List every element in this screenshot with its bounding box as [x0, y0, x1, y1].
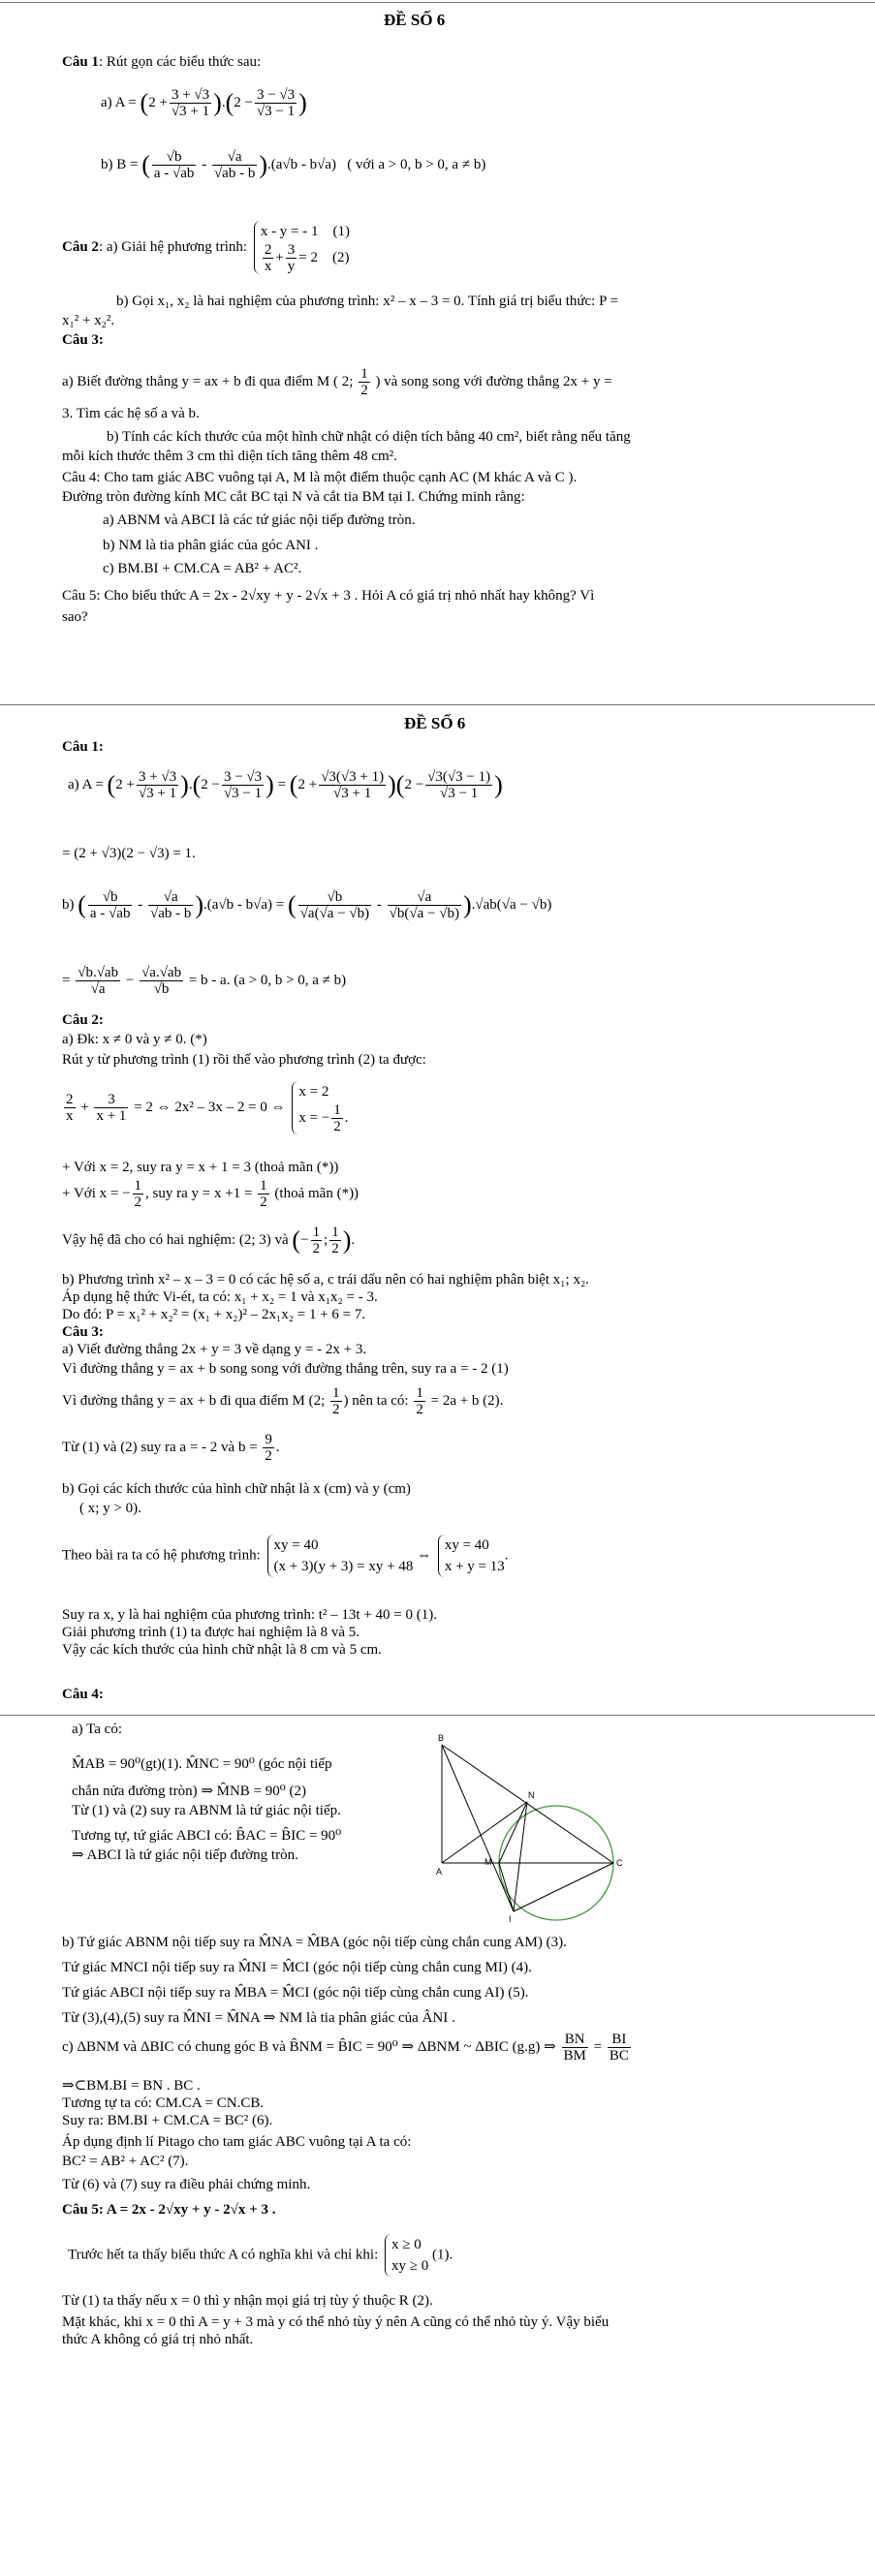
solution-2-conclusion: Vậy hệ đã cho có hai nghiệm: (2; 3) và (− $\frac{1}{2}$ ; $\frac{1}{2}$ ). — [62, 1225, 356, 1257]
solution-5-heading: Câu 5: A = 2x - 2√xy + y - 2√x + 3 . — [62, 2202, 276, 2218]
solution-2-heading: Câu 2: — [62, 1012, 104, 1028]
solution-3b-system: Theo bài ra ta có hệ phương trình: xy = 40 (x + 3)(y + 3) = xy + 48 ⇔ xy = 40 x + y = 13 . — [62, 1535, 509, 1577]
solution-4c-line5: Áp dụng định lí Pitago cho tam giác ABC vuông tại A ta có: — [62, 2134, 412, 2150]
solution-4a-line1: M̂AB = 90⁰(gt)(1). M̂NC = 90⁰ (góc nội tiếp — [72, 1756, 332, 1772]
question-2b-line1: b) Gọi x₁, x₂ là hai nghiệm của phương trình: x² – x – 3 = 0. Tính giá trị biểu thức: P = — [116, 294, 619, 309]
solution-3a-line1: a) Viết đường thẳng 2x + y = 3 về dạng y = - 2x + 3. — [62, 1342, 367, 1357]
question-4c: c) BM.BI + CM.CA = AB² + AC². — [103, 561, 302, 576]
solution-3b-line5: Vậy các kích thước của hình chữ nhật là 8 cm và 5 cm. — [62, 1642, 382, 1658]
solution-2-substitute: Rút y từ phương trình (1) rồi thế vào phương trình (2) ta được: — [62, 1052, 426, 1068]
question-5-line2: sao? — [62, 609, 88, 625]
solution-2b-line3: Do đó: P = x₁² + x₂² = (x₁ + x₂)² – 2x₁x₂ = 1 + 6 = 7. — [62, 1307, 366, 1322]
question-3a-line2: 3. Tìm các hệ số a và b. — [62, 406, 200, 421]
solution-3a-line4: Từ (1) và (2) suy ra a = - 2 và b = $\frac{9}{2}$ . — [62, 1432, 280, 1464]
question-3-heading: Câu 3: — [62, 332, 104, 348]
solution-4a-line3: Từ (1) và (2) suy ra ABNM là tứ giác nội tiếp. — [72, 1803, 341, 1818]
solution-3b-line3: Suy ra x, y là hai nghiệm của phương trình: t² – 13t + 40 = 0 (1). — [62, 1607, 438, 1623]
solution-2-condition: a) Đk: x ≠ 0 và y ≠ 0. (*) — [62, 1032, 207, 1047]
question-2b-line2: x₁² + x₂². — [62, 313, 115, 328]
figure-label-i: I — [509, 1914, 512, 1924]
solution-4c-line4: Suy ra: BM.BI + CM.CA = BC² (6). — [62, 2113, 273, 2128]
question-5-line1: Câu 5: Cho biểu thức A = 2x - 2√xy + y - 2√x + 3 . Hỏi A có giá trị nhỏ nhất hay không? Vì — [62, 588, 595, 604]
solution-4a-line5: ⇒ ABCI là tứ giác nội tiếp đường tròn. — [72, 1847, 298, 1863]
question-4a: a) ABNM và ABCI là các tứ giác nội tiếp đường tròn. — [103, 512, 416, 528]
solution-4b-line3: Tứ giác ABCI nội tiếp suy ra M̂BA = M̂CI (góc nội tiếp cùng chắn cung AI) (5). — [62, 1985, 529, 2001]
solution-1b-expression: b) ( $\frac{√b}{a - √ab}$ - $\frac{√a}{√ab - b}$ ).(a√b - b√a) = ( $\frac{√b}{√a(√a - √b)}$ - $\frac{√a}{√b(√a - √b)}$ ).√ab(√a − √b) — [62, 889, 552, 922]
solution-2b-line2: Áp dụng hệ thức Vi-ét, ta có: x₁ + x₂ = 1 và x₁x₂ = - 3. — [62, 1289, 378, 1305]
figure-label-n: N — [528, 1790, 535, 1800]
solution-1-heading: Câu 1: — [62, 739, 104, 755]
question-3b-line1: b) Tính các kích thước của một hình chữ nhật có diện tích bằng 40 cm², biết rằng nếu tăng — [107, 429, 631, 445]
solution-2b-line1: b) Phương trình x² – x – 3 = 0 có các hệ số a, c trái dấu nên có hai nghiệm phân biệt x₁; x₂. — [62, 1272, 589, 1288]
solution-3-heading: Câu 3: — [62, 1324, 104, 1340]
solution-3a-line2: Vì đường thẳng y = ax + b song song với đường thẳng trên, suy ra a = - 2 (1) — [62, 1361, 509, 1377]
solution-4c-line3: Tương tự ta có: CM.CA = CN.CB. — [62, 2095, 265, 2111]
solution-4a-line2: chắn nửa đường tròn) ⇒ M̂NB = 90⁰ (2) — [72, 1784, 307, 1799]
figure-label-c: C — [616, 1858, 623, 1868]
solution-4a-title: a) Ta có: — [72, 1722, 122, 1737]
section-divider — [0, 704, 875, 705]
solution-4c-line6: BC² = AB² + AC² (7). — [62, 2154, 189, 2169]
question-4-line1: Câu 4: Cho tam giác ABC vuông tại A, M là một điểm thuộc cạnh AC (M khác A và C ). — [62, 470, 578, 485]
solution-1a-result: = (2 + √3)(2 − √3) = 1. — [62, 846, 196, 861]
solution-1a-expression: a) A = (2 + $\frac{3 + √3}{√3 + 1}$ ).(2 − $\frac{3 - √3}{√3 - 1}$ ) = (2 + $\frac{√3(√3 + 1)}{√3 + 1}$ )(2 − $\frac{√3(√3 - 1)}{√3 - 1}$ ) — [68, 769, 503, 802]
solution-5-line4: thức A không có giá trị nhỏ nhất. — [62, 2332, 254, 2347]
triangle-circle-figure — [436, 1731, 632, 1924]
figure-label-m: M — [484, 1857, 492, 1867]
solution-3b-line1: b) Gọi các kích thước của hình chữ nhật là x (cm) và y (cm) — [62, 1481, 411, 1497]
question-3b-line2: mỗi kích thước thêm 3 cm thì diện tích tăng thêm 48 cm². — [62, 449, 397, 464]
top-border — [0, 2, 875, 3]
solution-5-line3: Mặt khác, khi x = 0 thì A = y + 3 mà y có thể nhỏ tùy ý nên A cũng có thể nhỏ tùy ý. Vậy biểu — [62, 2314, 609, 2330]
solution-2-case1: + Với x = 2, suy ra y = x + 1 = 3 (thoả mãn (*)) — [62, 1160, 339, 1175]
question-4b: b) NM là tia phân giác của góc ANI . — [103, 538, 319, 553]
solution-4b-line2: Tứ giác MNCI nội tiếp suy ra M̂NI = M̂CI (góc nội tiếp cùng chắn cung MI) (4). — [62, 1960, 532, 1975]
figure-label-a: A — [436, 1867, 443, 1877]
solution-4c-line2: ⇒⊂BM.BI = BN . BC . — [62, 2078, 201, 2094]
solution-4b-line4: Từ (3),(4),(5) suy ra M̂NI = M̂NA ⇒ NM là tia phân giác của ÂNI . — [62, 2010, 455, 2026]
solution-5-line2: Từ (1) ta thấy nếu x = 0 thì y nhận mọi giá trị tùy ý thuộc R (2). — [62, 2293, 433, 2309]
solution-4c-line7: Từ (6) và (7) suy ra điều phải chứng minh. — [62, 2177, 311, 2192]
solution-4b-line1: b) Tứ giác ABNM nội tiếp suy ra M̂NA = M̂BA (góc nội tiếp cùng chắn cung AM) (3). — [62, 1935, 567, 1950]
question-1: Câu 1: Rút gọn các biểu thức sau: — [62, 54, 262, 70]
solution-title: ĐỀ SỐ 6 — [404, 714, 466, 732]
question-3a-line1: a) Biết đường thẳng y = ax + b đi qua điểm M ( 2; $\frac{1}{2}$ ) và song song với đường thẳng 2x + y = — [62, 366, 612, 398]
solution-4a-line4: Tương tự, tứ giác ABCI có: B̂AC = B̂IC = 90⁰ — [72, 1828, 342, 1844]
question-1b-expression: b) B = ( $\frac{√b}{a - √ab}$ - $\frac{√a}{√ab - b}$ ).(a√b - b√a) ( với a > 0, b > 0, a ≠ b) — [101, 149, 486, 182]
solution-2-equation: $\frac{2}{x}$ + $\frac{3}{x + 1}$ = 2 ⇔ 2x² – 3x – 2 = 0 ⇔ x = 2 x = − $\frac{1}{2}$ . — [62, 1081, 349, 1134]
solution-3a-line3: Vì đường thẳng y = ax + b đi qua điểm M (2; $\frac{1}{2}$ ) nên ta có: $\frac{1}{2}$ = 2a + b (2). — [62, 1385, 504, 1417]
question-2a: Câu 2: a) Giải hệ phương trình: x - y = - 1 (1) $\frac{2}{x}$ + $\frac{3}{y}$ = 2 (2) — [62, 221, 350, 274]
solution-3b-line2: ( x; y > 0). — [79, 1501, 141, 1516]
solution-4-heading: Câu 4: — [62, 1687, 104, 1702]
solution-2-case2: + Với x = − $\frac{1}{2}$ , suy ra y = x +1 = $\frac{1}{2}$ (thoả mãn (*)) — [62, 1178, 359, 1210]
solution-1b-result: = $\frac{√b.√ab}{√a}$ − $\frac{√a.√ab}{√b}$ = b - a. (a > 0, b > 0, a ≠ b) — [62, 965, 347, 998]
solution-4c-line1: c) ΔBNM và ΔBIC có chung góc B và B̂NM = B̂IC = 90⁰ ⇒ ΔBNM ~ ΔBIC (g.g) ⇒ $\frac{BN}{BM}$ = $\frac{BI}{BC}$ — [62, 2032, 629, 2064]
solution-3b-line4: Giải phương trình (1) ta được hai nghiệm là 8 và 5. — [62, 1625, 360, 1640]
question-4-line2: Đường tròn đường kính MC cắt BC tại N và cắt tia BM tại I. Chứng minh rằng: — [62, 489, 525, 505]
question-1a-expression: a) A = (2 + $\frac{3 + √3}{√3 + 1}$ ).(2 − $\frac{3 - √3}{√3 - 1}$ ) — [101, 87, 307, 120]
figure-label-b: B — [438, 1733, 445, 1743]
solution-5-line1: Trước hết ta thấy biểu thức A có nghĩa khi và chỉ khi: x ≥ 0 xy ≥ 0 (1). — [68, 2234, 453, 2277]
exam-title: ĐỀ SỐ 6 — [384, 11, 446, 29]
solution-4-divider — [0, 1715, 875, 1716]
